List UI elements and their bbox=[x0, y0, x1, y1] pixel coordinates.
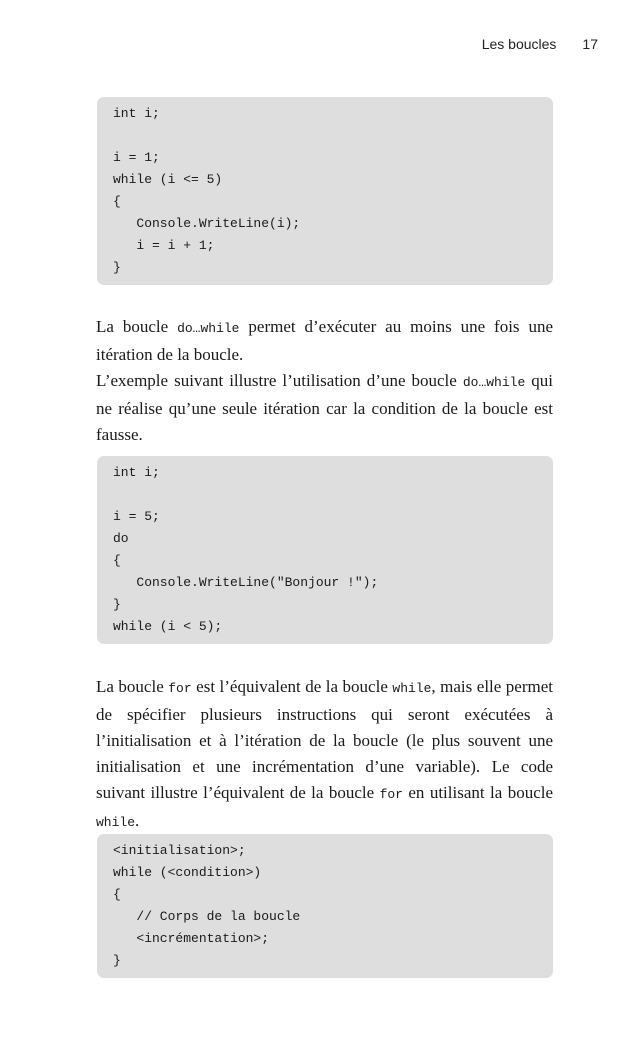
code-line: // Corps de la boucle bbox=[113, 909, 301, 924]
code-line: do bbox=[113, 531, 129, 546]
text: L’exemple suivant illustre l’utilisation d’une boucle bbox=[96, 371, 463, 390]
code-line bbox=[113, 484, 537, 506]
text: permet d’exécuter au moins une fois une itération de la boucle. bbox=[96, 317, 554, 364]
code-line: int i; bbox=[113, 106, 160, 121]
code-line: while (<condition>) bbox=[113, 865, 262, 880]
code-line: int i; bbox=[113, 465, 160, 480]
code-line bbox=[113, 125, 537, 147]
paragraph-do-while-example bbox=[96, 368, 553, 448]
paragraph-do-while-intro bbox=[96, 314, 553, 368]
text: qui ne réalise qu’une seule itération car la condition de la boucle est fausse. bbox=[96, 371, 553, 444]
code-block-for-equivalent bbox=[97, 834, 553, 978]
code-line: { bbox=[113, 553, 121, 568]
code-line: Console.WriteLine(i); bbox=[113, 216, 301, 231]
code-line: <incrémentation>; bbox=[113, 931, 270, 946]
code-line: { bbox=[113, 887, 121, 902]
inline-code: for bbox=[379, 787, 403, 802]
code-line: i = i + 1; bbox=[113, 238, 215, 253]
running-header bbox=[96, 36, 598, 52]
code-block-while bbox=[97, 97, 553, 285]
code-line: } bbox=[113, 260, 121, 275]
text: est l’équivalent de la boucle bbox=[191, 677, 393, 696]
inline-code: while bbox=[392, 681, 432, 696]
code-line: i = 5; bbox=[113, 509, 160, 524]
code-line: <initialisation>; bbox=[113, 843, 246, 858]
text: La boucle bbox=[96, 677, 169, 696]
paragraph-for-loop bbox=[96, 674, 553, 836]
code-line: while (i < 5); bbox=[113, 619, 223, 634]
page-number: 17 bbox=[582, 36, 598, 52]
code-line: Console.WriteLine("Bonjour !"); bbox=[113, 575, 379, 590]
inline-code: do…while bbox=[177, 321, 240, 336]
code-line: while (i <= 5) bbox=[113, 172, 223, 187]
code-line: i = 1; bbox=[113, 150, 160, 165]
text: . bbox=[135, 811, 140, 830]
inline-code: do…while bbox=[462, 375, 526, 390]
text: , mais elle permet de spécifier plusieurs instructions qui seront exécutées à l’initialisation et à l’itération de la boucle (le plus souvent une initialisation et une incrémentation d’une variable). Le code suivant illustre l’équivalent de la boucle bbox=[96, 677, 554, 802]
text: La boucle bbox=[96, 317, 178, 336]
text: en utilisant la boucle bbox=[402, 783, 554, 802]
code-block-do-while bbox=[97, 456, 553, 644]
inline-code: while bbox=[96, 815, 136, 830]
code-line: { bbox=[113, 194, 121, 209]
inline-code: for bbox=[168, 681, 192, 696]
code-line: } bbox=[113, 953, 121, 968]
chapter-title: Les boucles bbox=[481, 36, 557, 52]
code-line: } bbox=[113, 597, 121, 612]
